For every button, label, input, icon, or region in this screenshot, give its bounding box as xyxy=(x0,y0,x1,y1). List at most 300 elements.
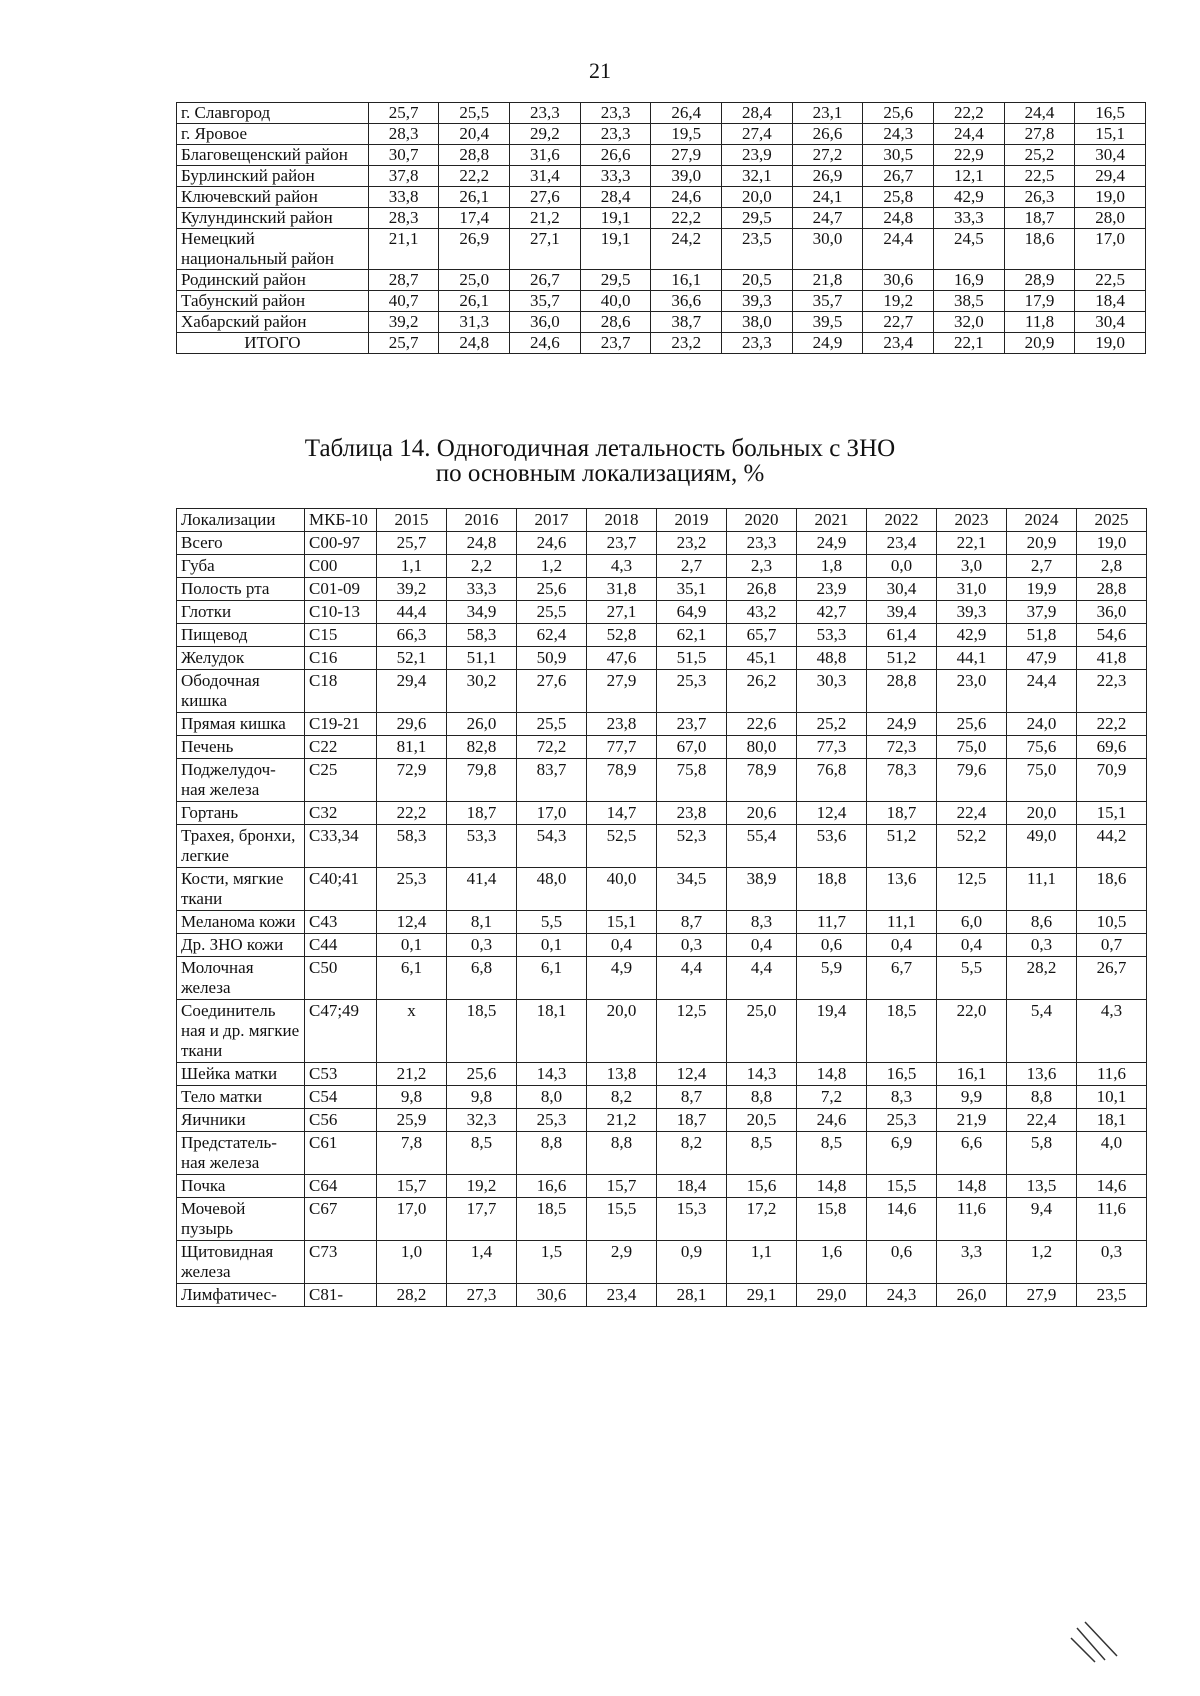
table-row xyxy=(177,911,1147,934)
localization-name: Кости, мягкие ткани xyxy=(177,868,305,911)
table-row xyxy=(177,103,1146,124)
table-cell: 15,3 xyxy=(657,1198,727,1241)
table-cell: 24,8 xyxy=(447,532,517,555)
table-cell: 39,2 xyxy=(368,312,439,333)
table-cell: 34,5 xyxy=(657,868,727,911)
table-cell: 25,3 xyxy=(657,670,727,713)
table-cell: 11,6 xyxy=(1077,1063,1147,1086)
localization-lethality-table xyxy=(176,508,1147,1307)
table-cell: 44,2 xyxy=(1077,825,1147,868)
table-cell: 0,4 xyxy=(867,934,937,957)
table-cell: 24,9 xyxy=(792,333,863,354)
table-cell: 4,3 xyxy=(1077,1000,1147,1063)
table-cell: 8,5 xyxy=(727,1132,797,1175)
table-cell: 22,0 xyxy=(937,1000,1007,1063)
table-cell: 28,3 xyxy=(368,208,439,229)
table-cell: 18,5 xyxy=(447,1000,517,1063)
table-cell: 25,9 xyxy=(377,1109,447,1132)
icd-code: С53 xyxy=(305,1063,377,1086)
table-cell: 25,2 xyxy=(797,713,867,736)
table-row xyxy=(177,555,1147,578)
localization-name: Лимфатичес- xyxy=(177,1284,305,1307)
table-cell: 40,0 xyxy=(580,291,651,312)
table-row xyxy=(177,312,1146,333)
table-cell: 25,3 xyxy=(867,1109,937,1132)
table-cell: 15,1 xyxy=(1075,124,1146,145)
table-cell: 15,8 xyxy=(797,1198,867,1241)
table-cell: 1,8 xyxy=(797,555,867,578)
icd-code: С44 xyxy=(305,934,377,957)
table-cell: 28,3 xyxy=(368,124,439,145)
table-cell: 8,8 xyxy=(517,1132,587,1175)
table-cell: 78,9 xyxy=(727,759,797,802)
table-cell: 8,3 xyxy=(867,1086,937,1109)
table-cell: 24,6 xyxy=(517,532,587,555)
table-cell: х xyxy=(377,1000,447,1063)
table-cell: 26,1 xyxy=(439,187,510,208)
table-cell: 18,1 xyxy=(1077,1109,1147,1132)
table-cell: 24,8 xyxy=(439,333,510,354)
localization-name: Гортань xyxy=(177,802,305,825)
table-cell: 78,9 xyxy=(587,759,657,802)
localization-name: Трахея, бронхи, легкие xyxy=(177,825,305,868)
table-cell: 78,3 xyxy=(867,759,937,802)
table-cell: 51,2 xyxy=(867,825,937,868)
table-cell: 18,5 xyxy=(867,1000,937,1063)
table-cell: 0,3 xyxy=(1077,1241,1147,1284)
table-cell: 53,3 xyxy=(797,624,867,647)
table-cell: 2,7 xyxy=(657,555,727,578)
table-cell: 26,7 xyxy=(510,270,581,291)
table-cell: 23,1 xyxy=(792,103,863,124)
table-cell: 23,3 xyxy=(727,532,797,555)
table-cell: 17,9 xyxy=(1004,291,1075,312)
table-cell: 14,6 xyxy=(867,1198,937,1241)
table-cell: 0,4 xyxy=(727,934,797,957)
table-cell: 23,3 xyxy=(722,333,793,354)
table-cell: 20,5 xyxy=(727,1109,797,1132)
table-cell: 27,9 xyxy=(651,145,722,166)
table-cell: 6,7 xyxy=(867,957,937,1000)
table-cell: 21,1 xyxy=(368,229,439,270)
table-cell: 0,4 xyxy=(587,934,657,957)
table-cell: 17,2 xyxy=(727,1198,797,1241)
table-cell: 0,6 xyxy=(797,934,867,957)
table-cell: 14,8 xyxy=(797,1063,867,1086)
table-cell: 25,6 xyxy=(517,578,587,601)
table-cell: 2,9 xyxy=(587,1241,657,1284)
table-cell: 52,8 xyxy=(587,624,657,647)
table-cell: 16,5 xyxy=(1075,103,1146,124)
table-cell: 9,9 xyxy=(937,1086,1007,1109)
table-cell: 18,7 xyxy=(1004,208,1075,229)
table-cell: 1,5 xyxy=(517,1241,587,1284)
table-cell: 52,5 xyxy=(587,825,657,868)
icd-code: С61 xyxy=(305,1132,377,1175)
table-cell: 27,6 xyxy=(517,670,587,713)
icd-code: С10-13 xyxy=(305,601,377,624)
table-cell: 48,0 xyxy=(517,868,587,911)
column-header: Локализации xyxy=(177,509,305,532)
table-cell: 15,7 xyxy=(587,1175,657,1198)
table-cell: 3,3 xyxy=(937,1241,1007,1284)
table-cell: 62,1 xyxy=(657,624,727,647)
table-cell: 24,2 xyxy=(651,229,722,270)
localization-name: Полость рта xyxy=(177,578,305,601)
table-cell: 18,1 xyxy=(517,1000,587,1063)
table-cell: 23,3 xyxy=(580,124,651,145)
table-cell: 22,1 xyxy=(937,532,1007,555)
table-cell: 18,4 xyxy=(657,1175,727,1198)
table-cell: 25,3 xyxy=(377,868,447,911)
table-cell: 29,0 xyxy=(797,1284,867,1307)
table-cell: 13,8 xyxy=(587,1063,657,1086)
table-cell: 65,7 xyxy=(727,624,797,647)
table-cell: 23,3 xyxy=(510,103,581,124)
table-cell: 23,7 xyxy=(580,333,651,354)
table-cell: 6,9 xyxy=(867,1132,937,1175)
table-cell: 20,4 xyxy=(439,124,510,145)
table-cell: 20,6 xyxy=(727,802,797,825)
table-cell: 15,1 xyxy=(587,911,657,934)
table-row xyxy=(177,670,1147,713)
table-cell: 33,8 xyxy=(368,187,439,208)
localization-name: Пищевод xyxy=(177,624,305,647)
table-cell: 83,7 xyxy=(517,759,587,802)
localization-name: Желудок xyxy=(177,647,305,670)
table-cell: 0,7 xyxy=(1077,934,1147,957)
table-cell: 79,8 xyxy=(447,759,517,802)
table-cell: 17,0 xyxy=(1075,229,1146,270)
table-cell: 26,8 xyxy=(727,578,797,601)
table-row xyxy=(177,759,1147,802)
table-cell: 77,7 xyxy=(587,736,657,759)
table-row xyxy=(177,647,1147,670)
table-cell: 50,9 xyxy=(517,647,587,670)
icd-code: С73 xyxy=(305,1241,377,1284)
table-cell: 22,2 xyxy=(651,208,722,229)
table-cell: 25,7 xyxy=(368,333,439,354)
table-cell: 19,2 xyxy=(863,291,934,312)
table-cell: 69,6 xyxy=(1077,736,1147,759)
table-cell: 75,8 xyxy=(657,759,727,802)
table-cell: 25,0 xyxy=(727,1000,797,1063)
table-cell: 5,9 xyxy=(797,957,867,1000)
table-cell: 25,2 xyxy=(1004,145,1075,166)
district-name: ИТОГО xyxy=(177,333,369,354)
table-cell: 28,2 xyxy=(377,1284,447,1307)
table-cell: 55,4 xyxy=(727,825,797,868)
table-cell: 0,4 xyxy=(937,934,1007,957)
table-cell: 15,6 xyxy=(727,1175,797,1198)
table-cell: 18,6 xyxy=(1004,229,1075,270)
localization-name: Щитовидная железа xyxy=(177,1241,305,1284)
table-14-title-line2: по основным локализациям, % xyxy=(435,460,765,487)
table-cell: 19,9 xyxy=(1007,578,1077,601)
table-cell: 33,3 xyxy=(580,166,651,187)
table-cell: 72,2 xyxy=(517,736,587,759)
table-cell: 12,4 xyxy=(657,1063,727,1086)
table-cell: 13,5 xyxy=(1007,1175,1077,1198)
table-cell: 41,8 xyxy=(1077,647,1147,670)
table-cell: 14,8 xyxy=(937,1175,1007,1198)
column-header: 2019 xyxy=(657,509,727,532)
table-cell: 28,8 xyxy=(867,670,937,713)
table-cell: 14,8 xyxy=(797,1175,867,1198)
table-cell: 24,8 xyxy=(863,208,934,229)
table-cell: 25,5 xyxy=(517,713,587,736)
table-cell: 29,2 xyxy=(510,124,581,145)
table-row xyxy=(177,1000,1147,1063)
table-cell: 5,4 xyxy=(1007,1000,1077,1063)
table-cell: 64,9 xyxy=(657,601,727,624)
icd-code: С01-09 xyxy=(305,578,377,601)
table-cell: 47,6 xyxy=(587,647,657,670)
table-cell: 12,4 xyxy=(797,802,867,825)
column-header: 2018 xyxy=(587,509,657,532)
table-cell: 23,5 xyxy=(722,229,793,270)
table-cell: 51,5 xyxy=(657,647,727,670)
table-cell: 17,4 xyxy=(439,208,510,229)
table-cell: 67,0 xyxy=(657,736,727,759)
table-cell: 8,5 xyxy=(447,1132,517,1175)
table-cell: 34,9 xyxy=(447,601,517,624)
table-cell: 0,1 xyxy=(517,934,587,957)
table-cell: 11,6 xyxy=(1077,1198,1147,1241)
table-row xyxy=(177,187,1146,208)
table-cell: 70,9 xyxy=(1077,759,1147,802)
table-cell: 24,3 xyxy=(867,1284,937,1307)
table-cell: 6,8 xyxy=(447,957,517,1000)
table-cell: 16,5 xyxy=(867,1063,937,1086)
table-cell: 11,6 xyxy=(937,1198,1007,1241)
table-cell: 43,2 xyxy=(727,601,797,624)
table-cell: 24,4 xyxy=(863,229,934,270)
icd-code: С33,34 xyxy=(305,825,377,868)
table-cell: 25,7 xyxy=(368,103,439,124)
table-cell: 35,7 xyxy=(510,291,581,312)
table-cell: 23,7 xyxy=(657,713,727,736)
localization-name: Поджелудоч-ная железа xyxy=(177,759,305,802)
table-cell: 8,7 xyxy=(657,911,727,934)
localization-name: Соединитель ная и др. мягкие ткани xyxy=(177,1000,305,1063)
district-name: г. Яровое xyxy=(177,124,369,145)
table-cell: 14,7 xyxy=(587,802,657,825)
table-cell: 20,0 xyxy=(722,187,793,208)
table-cell: 29,4 xyxy=(377,670,447,713)
table-cell: 28,1 xyxy=(657,1284,727,1307)
table-cell: 1,2 xyxy=(1007,1241,1077,1284)
column-header: 2021 xyxy=(797,509,867,532)
table-cell: 0,1 xyxy=(377,934,447,957)
table-cell: 14,3 xyxy=(517,1063,587,1086)
table-cell: 24,0 xyxy=(1007,713,1077,736)
table-cell: 5,8 xyxy=(1007,1132,1077,1175)
table-cell: 27,1 xyxy=(510,229,581,270)
table-cell: 51,2 xyxy=(867,647,937,670)
table-cell: 26,9 xyxy=(439,229,510,270)
table-cell: 40,7 xyxy=(368,291,439,312)
column-header: 2024 xyxy=(1007,509,1077,532)
table-cell: 24,7 xyxy=(792,208,863,229)
table-cell: 17,0 xyxy=(517,802,587,825)
table-cell: 75,0 xyxy=(1007,759,1077,802)
table-cell: 16,6 xyxy=(517,1175,587,1198)
table-cell: 19,0 xyxy=(1075,333,1146,354)
table-cell: 53,6 xyxy=(797,825,867,868)
table-cell: 20,0 xyxy=(1007,802,1077,825)
icd-code: С43 xyxy=(305,911,377,934)
table-cell: 23,9 xyxy=(722,145,793,166)
localization-name: Меланома кожи xyxy=(177,911,305,934)
district-lethality-table xyxy=(176,102,1146,354)
table-cell: 28,0 xyxy=(1075,208,1146,229)
table-cell: 30,4 xyxy=(867,578,937,601)
table-cell: 1,6 xyxy=(797,1241,867,1284)
table-row xyxy=(177,868,1147,911)
table-cell: 20,5 xyxy=(722,270,793,291)
icd-code: С16 xyxy=(305,647,377,670)
icd-code: С56 xyxy=(305,1109,377,1132)
table-cell: 22,9 xyxy=(934,145,1005,166)
icd-code: С00-97 xyxy=(305,532,377,555)
table-row xyxy=(177,825,1147,868)
table-cell: 29,5 xyxy=(580,270,651,291)
localization-name: Губа xyxy=(177,555,305,578)
localization-name: Шейка матки xyxy=(177,1063,305,1086)
table-cell: 8,2 xyxy=(587,1086,657,1109)
table-row xyxy=(177,208,1146,229)
localization-name: Прямая кишка xyxy=(177,713,305,736)
table-cell: 22,2 xyxy=(1077,713,1147,736)
table-cell: 8,8 xyxy=(587,1132,657,1175)
table-cell: 66,3 xyxy=(377,624,447,647)
table-cell: 38,9 xyxy=(727,868,797,911)
table-cell: 28,4 xyxy=(722,103,793,124)
table-cell: 2,2 xyxy=(447,555,517,578)
table-row xyxy=(177,624,1147,647)
table-cell: 10,5 xyxy=(1077,911,1147,934)
table-row xyxy=(177,957,1147,1000)
table-cell: 30,0 xyxy=(792,229,863,270)
table-row xyxy=(177,145,1146,166)
table-row xyxy=(177,1063,1147,1086)
table-cell: 49,0 xyxy=(1007,825,1077,868)
column-header: 2016 xyxy=(447,509,517,532)
table-cell: 6,0 xyxy=(937,911,1007,934)
table-cell: 7,8 xyxy=(377,1132,447,1175)
column-header: 2017 xyxy=(517,509,587,532)
table-cell: 22,2 xyxy=(377,802,447,825)
table-cell: 28,8 xyxy=(1077,578,1147,601)
table-cell: 45,1 xyxy=(727,647,797,670)
table-row xyxy=(177,1132,1147,1175)
table-cell: 29,1 xyxy=(727,1284,797,1307)
localization-name: Печень xyxy=(177,736,305,759)
table-cell: 28,6 xyxy=(580,312,651,333)
table-cell: 44,1 xyxy=(937,647,1007,670)
table-cell: 25,6 xyxy=(447,1063,517,1086)
localization-name: Яичники xyxy=(177,1109,305,1132)
table-cell: 51,8 xyxy=(1007,624,1077,647)
table-cell: 4,4 xyxy=(727,957,797,1000)
table-cell: 4,4 xyxy=(657,957,727,1000)
table-cell: 18,4 xyxy=(1075,291,1146,312)
table-cell: 52,1 xyxy=(377,647,447,670)
table-cell: 6,1 xyxy=(517,957,587,1000)
table-cell: 11,8 xyxy=(1004,312,1075,333)
table-cell: 41,4 xyxy=(447,868,517,911)
table-cell: 15,1 xyxy=(1077,802,1147,825)
table-cell: 24,9 xyxy=(797,532,867,555)
table-cell: 58,3 xyxy=(377,825,447,868)
table-cell: 82,8 xyxy=(447,736,517,759)
table-cell: 26,9 xyxy=(792,166,863,187)
table-cell: 25,5 xyxy=(439,103,510,124)
district-name: Хабарский район xyxy=(177,312,369,333)
table-cell: 27,2 xyxy=(792,145,863,166)
table-cell: 8,5 xyxy=(797,1132,867,1175)
table-cell: 12,1 xyxy=(934,166,1005,187)
table-cell: 29,5 xyxy=(722,208,793,229)
table-cell: 35,7 xyxy=(792,291,863,312)
table-cell: 1,2 xyxy=(517,555,587,578)
localization-name: Др. ЗНО кожи xyxy=(177,934,305,957)
table-cell: 23,4 xyxy=(587,1284,657,1307)
table-cell: 16,1 xyxy=(651,270,722,291)
table-cell: 75,6 xyxy=(1007,736,1077,759)
table-header-row xyxy=(177,509,1147,532)
table-cell: 8,0 xyxy=(517,1086,587,1109)
district-name: Родинский район xyxy=(177,270,369,291)
icd-code: С22 xyxy=(305,736,377,759)
table-cell: 31,8 xyxy=(587,578,657,601)
table-cell: 22,4 xyxy=(937,802,1007,825)
table-cell: 19,0 xyxy=(1077,532,1147,555)
table-cell: 31,6 xyxy=(510,145,581,166)
icd-code: С47;49 xyxy=(305,1000,377,1063)
table-cell: 16,1 xyxy=(937,1063,1007,1086)
icd-code: С81- xyxy=(305,1284,377,1307)
table-cell: 5,5 xyxy=(517,911,587,934)
table-cell: 28,2 xyxy=(1007,957,1077,1000)
table-cell: 13,6 xyxy=(867,868,937,911)
table-cell: 21,9 xyxy=(937,1109,1007,1132)
table-cell: 25,6 xyxy=(937,713,1007,736)
column-header: 2020 xyxy=(727,509,797,532)
icd-code: С32 xyxy=(305,802,377,825)
icd-code: С25 xyxy=(305,759,377,802)
icd-code: С64 xyxy=(305,1175,377,1198)
table-cell: 0,6 xyxy=(867,1241,937,1284)
table-cell: 8,1 xyxy=(447,911,517,934)
table-cell: 28,7 xyxy=(368,270,439,291)
table-cell: 22,1 xyxy=(934,333,1005,354)
table-cell: 6,6 xyxy=(937,1132,1007,1175)
table-cell: 27,3 xyxy=(447,1284,517,1307)
icd-code: С18 xyxy=(305,670,377,713)
table-cell: 8,7 xyxy=(657,1086,727,1109)
table-cell: 33,3 xyxy=(447,578,517,601)
table-cell: 19,4 xyxy=(797,1000,867,1063)
table-cell: 25,0 xyxy=(439,270,510,291)
table-cell: 36,6 xyxy=(651,291,722,312)
table-cell: 35,1 xyxy=(657,578,727,601)
table-cell: 28,9 xyxy=(1004,270,1075,291)
table-cell: 22,5 xyxy=(1004,166,1075,187)
icd-code: С54 xyxy=(305,1086,377,1109)
table-cell: 72,3 xyxy=(867,736,937,759)
